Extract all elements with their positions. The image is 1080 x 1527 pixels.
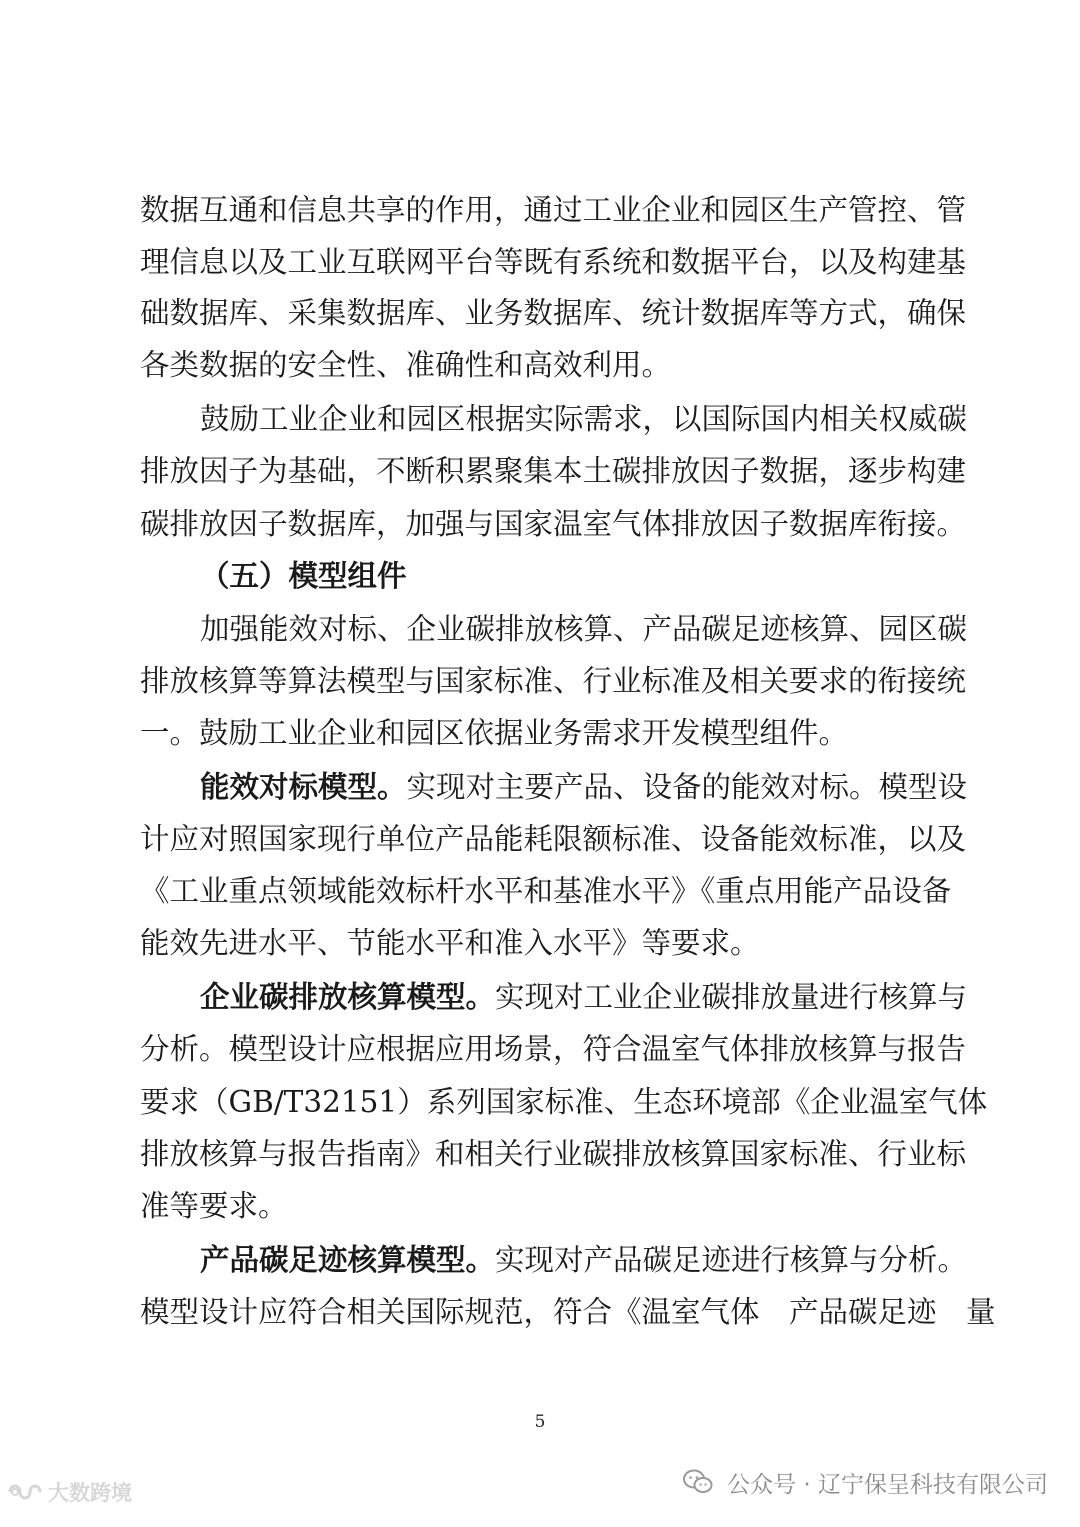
text-line <box>200 767 968 807</box>
text-line: 要求（GB/T32151）系列国家标准、生态环境部《企业温室气体 <box>140 1085 988 1119</box>
text-line: 分析。模型设计应根据应用场景，符合温室气体排放核算与报告 <box>140 1032 967 1066</box>
text-line: 一。鼓励工业企业和园区依据业务需求开发模型组件。 <box>140 716 849 750</box>
text-line: 理信息以及工业互联网平台等既有系统和数据平台，以及构建基 <box>140 245 967 279</box>
text-line: 鼓励工业企业和园区根据实际需求，以国际国内相关权威碳 <box>200 402 968 436</box>
text-line: 加强能效对标、企业碳排放核算、产品碳足迹核算、园区碳 <box>200 612 968 646</box>
watermark-text: 大数跨境 <box>48 1481 132 1505</box>
text-line: 排放核算与报告指南》和相关行业碳排放核算国家标准、行业标 <box>140 1137 967 1171</box>
watermark-official-account <box>683 1462 1048 1502</box>
text-line: 排放因子为基础，不断积累聚集本土碳排放因子数据，逐步构建 <box>140 454 967 488</box>
watermark-text: 公众号 · 辽宁保呈科技有限公司 <box>727 1471 1048 1498</box>
text-line: 能效先进水平、节能水平和准入水平》等要求。 <box>140 926 760 960</box>
model-title: 产品碳足迹核算模型。 <box>200 1242 496 1277</box>
text-line: 碳排放因子数据库，加强与国家温室气体排放因子数据库衔接。 <box>140 507 967 541</box>
text-line: 础数据库、采集数据库、业务数据库、统计数据库等方式，确保 <box>140 296 967 330</box>
text-span: 实现对产品碳足迹进行核算与分析。 <box>495 1243 968 1277</box>
page-number: 5 <box>534 1412 546 1432</box>
text-line: 各类数据的安全性、准确性和高效利用。 <box>140 348 672 382</box>
model-title: 企业碳排放核算模型。 <box>200 979 496 1014</box>
text-span: 实现对工业企业碳排放量进行核算与 <box>495 980 968 1014</box>
model-title: 能效对标模型。 <box>200 769 407 804</box>
section-heading: （五）模型组件 <box>200 558 407 593</box>
text-line: 模型设计应符合相关国际规范，符合《温室气体 产品碳足迹 量 <box>140 1295 996 1329</box>
wechat-icon <box>683 1469 713 1495</box>
brand-logo-icon <box>6 1479 42 1505</box>
text-line <box>200 1240 968 1280</box>
text-line <box>200 977 968 1017</box>
watermark-brand <box>6 1476 132 1508</box>
text-line: 准等要求。 <box>140 1189 288 1223</box>
text-line: 数据互通和信息共享的作用，通过工业企业和园区生产管控、管 <box>140 193 967 227</box>
text-span: 实现对主要产品、设备的能效对标。模型设 <box>406 770 968 804</box>
text-line: 排放核算等算法模型与国家标准、行业标准及相关要求的衔接统 <box>140 664 967 698</box>
text-line: 计应对照国家现行单位产品能耗限额标准、设备能效标准，以及 <box>140 822 967 856</box>
text-line: 《工业重点领域能效标杆水平和基准水平》《重点用能产品设备 <box>140 874 952 908</box>
